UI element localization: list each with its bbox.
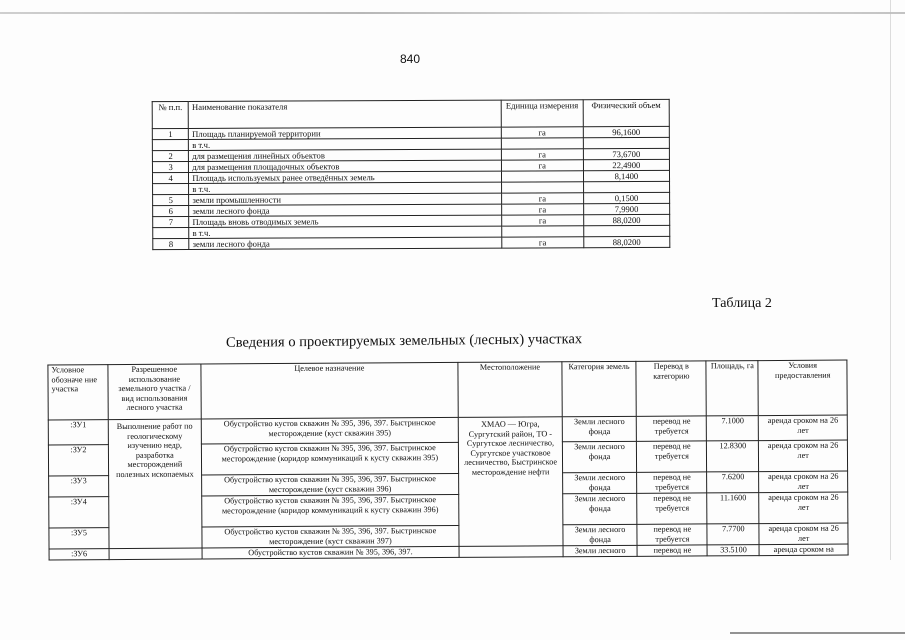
plot-purpose: Обустройство кустов скважин № 395, 396, 397. [202, 546, 460, 558]
header-use: Разрешенное использование земельного участка / вид использования лесного участка [108, 364, 201, 420]
header-location: Местоположение [458, 362, 562, 418]
row-name: в т.ч. [189, 226, 502, 238]
plot-conditions: аренда сроком на 26 лет [759, 415, 848, 441]
indicators-table [152, 99, 671, 250]
plot-purpose: Обустройство кустов скважин № 395, 396, 397. Быстринское месторождение (коридор коммуникаций к кусту скважин 395) [201, 442, 459, 475]
header-conditions: Условия предоставления [758, 360, 847, 416]
land-plots-table-header [48, 360, 847, 420]
indicators-table-header [152, 99, 669, 128]
row-volume: 7,9900 [583, 203, 669, 214]
header-purpose: Целевое назначение [201, 362, 459, 419]
plot-code: :ЗУ3 [49, 476, 109, 497]
row-volume: 0,1500 [583, 192, 669, 203]
row-volume: 96,1600 [583, 126, 669, 137]
plot-code: :ЗУ2 [48, 445, 108, 476]
plot-area: 12.8300 [707, 441, 759, 472]
scan-edge-right [890, 0, 891, 560]
row-name: Площадь вновь отводимых земель [189, 215, 502, 227]
header-transfer: Перевод в категорию [636, 361, 707, 416]
row-num: 7 [153, 216, 189, 227]
row-name: земли лесного фонда [189, 204, 502, 216]
row-name: земли промышленности [189, 193, 502, 205]
row-num: 3 [152, 161, 188, 172]
row-num: 4 [152, 172, 188, 183]
plot-purpose: Обустройство кустов скважин № 395, 396, 397. Быстринское месторождение (коридор коммуникаций к кусту скважин 396) [201, 494, 459, 527]
row-num: 1 [152, 128, 188, 139]
land-plots-table [47, 360, 848, 560]
row-unit [501, 138, 583, 149]
row-unit: га [501, 160, 583, 171]
document-title: Сведения о проектируемых земельных (лесных) участках [225, 331, 583, 351]
plot-purpose: Обустройство кустов скважин № 395, 396, 397. Быстринское месторождение (куст скважин 395) [201, 417, 459, 444]
row-num [153, 183, 189, 194]
plot-conditions: аренда сроком на 26 лет [759, 440, 848, 472]
plot-location-empty [459, 546, 563, 557]
allowed-use-empty [109, 548, 202, 559]
row-volume [583, 137, 669, 148]
plot-category: Земли лесного фонда [563, 493, 637, 524]
row-volume: 22,4900 [583, 159, 669, 170]
plot-area: 7.6200 [707, 472, 759, 493]
plot-transfer: перевод не требуется [637, 472, 707, 493]
row-volume [584, 225, 670, 236]
row-unit: га [501, 215, 583, 226]
plot-code: :ЗУ5 [49, 528, 109, 549]
row-unit [502, 226, 584, 237]
plot-purpose: Обустройство кустов скважин № 395, 396, 397. Быстринское месторождение (куст скважин 397) [202, 525, 460, 548]
row-name: в т.ч. [189, 138, 502, 150]
plot-code: :ЗУ1 [48, 420, 108, 445]
plot-transfer: перевод не требуется [637, 416, 707, 441]
plot-area: 33.5100 [708, 545, 760, 556]
row-name: для размещения площадочных объектов [189, 160, 502, 172]
plot-category: Земли лесного фонда [563, 472, 637, 493]
row-num [153, 227, 189, 238]
row-unit [501, 171, 583, 182]
plot-conditions: аренда сроком на 26 лет [759, 492, 848, 524]
plot-category: Земли лесного фонда [563, 524, 637, 545]
row-unit: га [501, 193, 583, 204]
plot-conditions: аренда сроком на 26 лет [759, 471, 848, 493]
plot-category: Земли лесного фонда [562, 441, 636, 472]
plot-category: Земли лесного фонда [562, 416, 636, 441]
row-name: Площадь планируемой территории [189, 127, 502, 139]
row-volume: 88,0200 [583, 214, 669, 225]
plot-conditions: аренда сроком на [759, 544, 848, 555]
row-volume: 88,0200 [584, 236, 670, 247]
row-name: в т.ч. [189, 182, 502, 194]
table-row [153, 236, 670, 249]
header-unit: Единица измерения [501, 100, 583, 127]
header-code: Условное обозначе ние участка [48, 365, 108, 420]
table-label: Таблица 2 [712, 296, 772, 311]
plot-code: :ЗУ6 [49, 549, 109, 560]
header-num: № п.п. [152, 101, 188, 128]
plot-category: Земли лесного [563, 545, 637, 556]
row-volume: 8,1400 [583, 170, 669, 181]
scan-edge-bottom [730, 632, 905, 634]
plot-area: 11.1600 [707, 493, 759, 524]
row-num: 6 [153, 205, 189, 216]
allowed-use: Выполнение работ по геологическому изучению недр, разработка месторождений полезных ископаемых [108, 419, 201, 549]
row-volume: 73,6700 [583, 148, 669, 159]
row-num [152, 139, 188, 150]
header-category: Категория земель [562, 361, 637, 416]
header-name: Наименование показателя [189, 100, 502, 128]
row-unit: га [501, 127, 583, 138]
plot-area: 7.1000 [707, 416, 759, 441]
scan-edge-top [0, 12, 905, 14]
plot-transfer: перевод не требуется [637, 441, 707, 472]
plot-transfer: перевод не требуется [637, 524, 707, 545]
row-volume [583, 181, 669, 192]
plot-code: :ЗУ4 [49, 497, 109, 528]
header-volume: Физический объем [583, 99, 669, 126]
row-unit: га [502, 237, 584, 248]
row-name: земли лесного фонда [189, 237, 502, 249]
row-num: 2 [152, 150, 188, 161]
row-unit [501, 182, 583, 193]
plot-location: ХМАО — Югра, Сургутский район, ТО - Сургутское лесничество, Сургутское участковое лесничество, Быстринское месторождение нефти [458, 417, 563, 547]
header-area: Площадь, га [706, 361, 758, 416]
row-num: 8 [153, 238, 189, 249]
page-number: 840 [400, 52, 421, 66]
row-unit: га [501, 204, 583, 215]
row-num: 5 [153, 194, 189, 205]
plot-transfer: перевод не требуется [637, 493, 707, 524]
row-name: для размещения линейных объектов [189, 149, 502, 161]
plot-transfer: перевод не [637, 545, 707, 556]
row-unit: га [501, 149, 583, 160]
plot-conditions: аренда сроком на 26 лет [759, 523, 848, 545]
row-name: Площадь используемых ранее отведённых земель [189, 171, 502, 183]
plot-purpose: Обустройство кустов скважин № 395, 396, 397. Быстринское месторождение (куст скважин 396) [201, 473, 459, 496]
plot-area: 7.7700 [707, 524, 759, 545]
